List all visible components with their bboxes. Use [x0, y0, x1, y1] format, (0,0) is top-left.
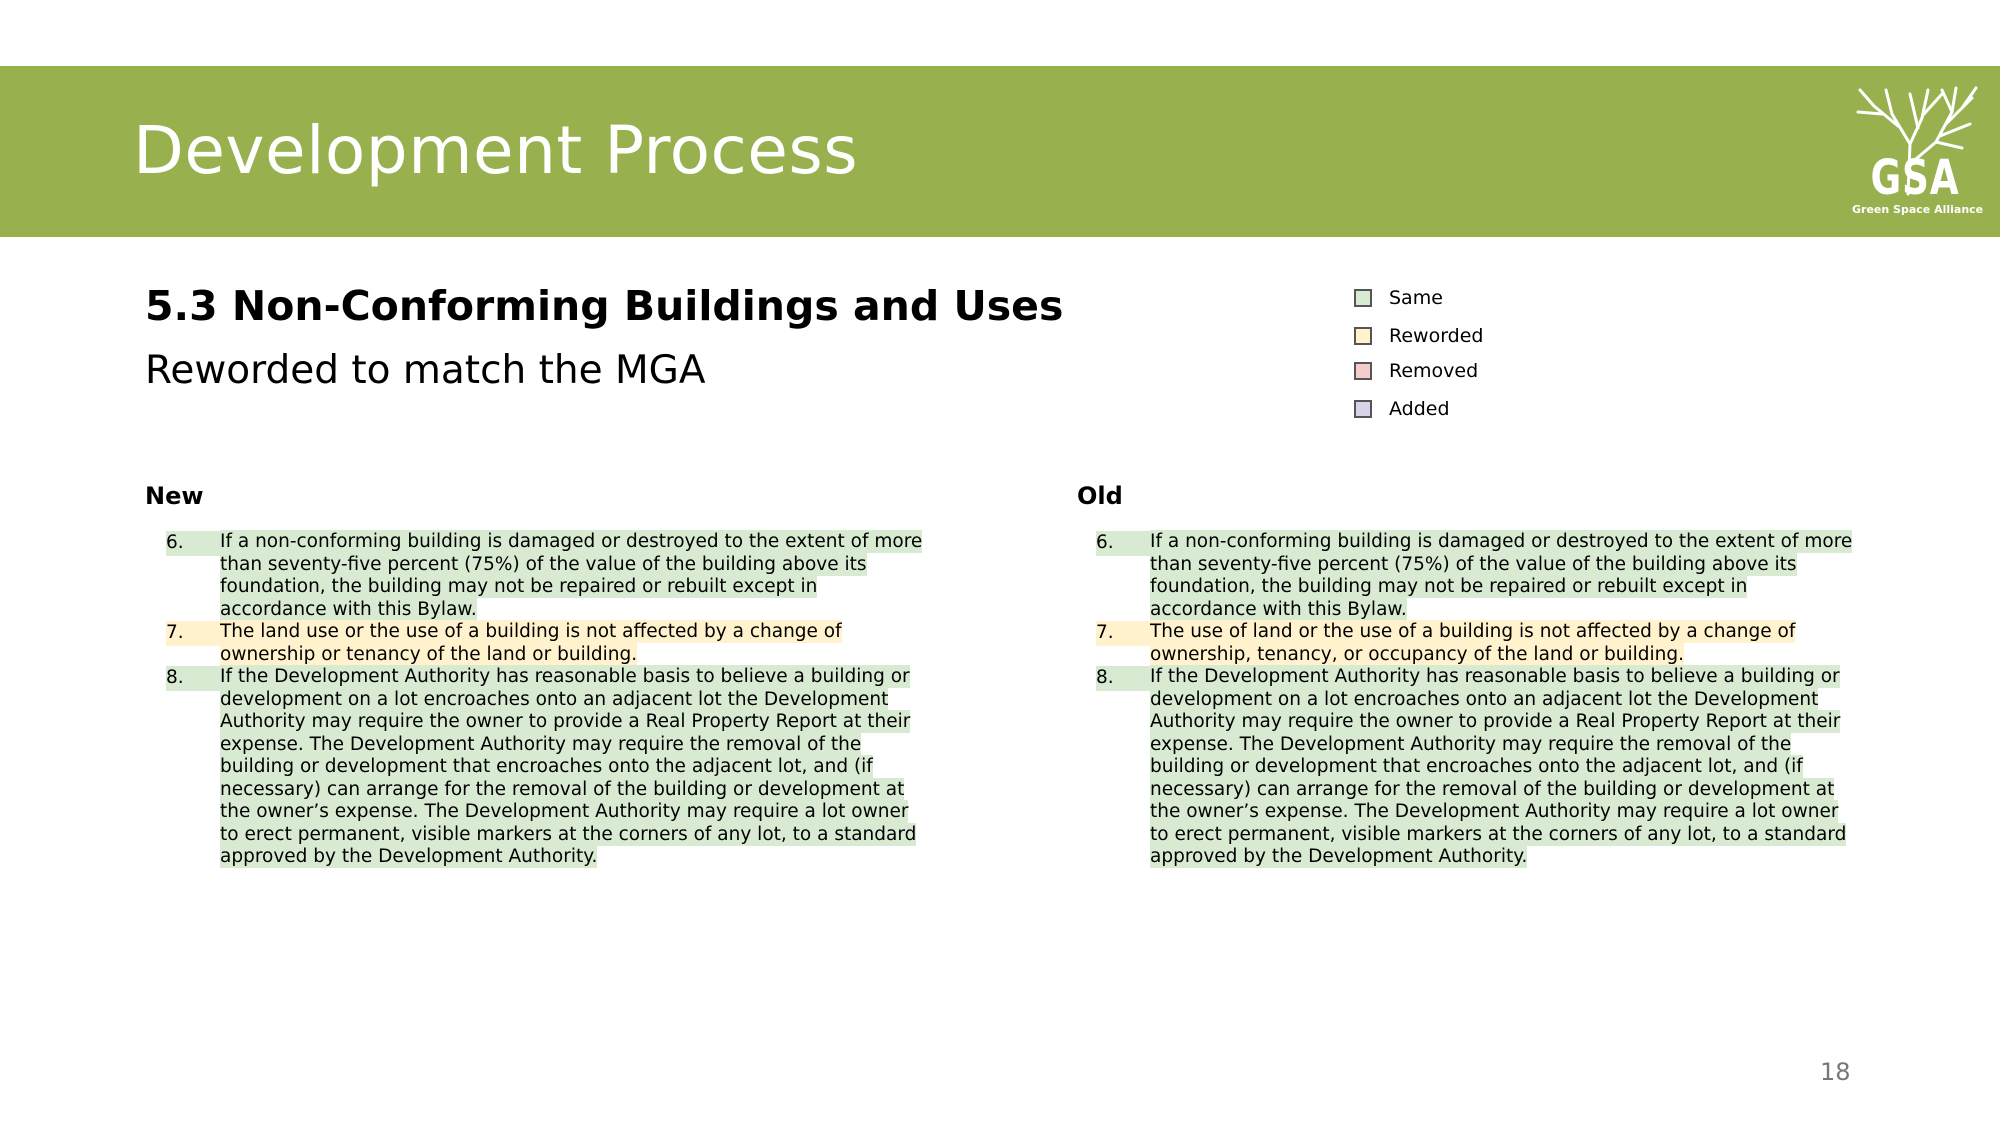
old-item-7	[1096, 621, 1856, 666]
item-text: The land use or the use of a building is not affected by a change of ownership or tenancy of the land or building.	[220, 621, 842, 665]
section-title: 5.3 Non-Conforming Buildings and Uses	[145, 282, 1064, 330]
old-column	[1096, 531, 1856, 869]
old-item-6	[1096, 531, 1856, 621]
section-subtitle: Reworded to match the MGA	[145, 348, 706, 393]
new-item-7	[166, 621, 926, 666]
logo-wordmark: GSA	[1870, 150, 1960, 206]
item-number: 8.	[1096, 666, 1150, 691]
item-text: If a non-conforming building is damaged or destroyed to the extent of more than seventy-five percent (75%) of the value of the building above its foundation, the building may not be repaired or rebuilt except in accordance with this Bylaw.	[220, 531, 923, 620]
legend-swatch	[1354, 327, 1372, 345]
legend-label: Same	[1389, 287, 1443, 309]
item-text: If the Development Authority has reasonable basis to believe a building or development on a lot encroaches onto an adjacent lot the Development Authority may require the owner to provide a Real Property Report at their expense. The Development Authority may require the removal of the building or development that encroaches onto the adjacent lot, and (if necessary) can arrange for the removal of the building or development at the owner’s expense. The Development Authority may require a lot owner to erect permanent, visible markers at the corners of any lot, to a standard approved by the Development Authority.	[220, 666, 917, 867]
legend-swatch	[1354, 362, 1372, 380]
legend-swatch	[1354, 289, 1372, 307]
legend-label: Removed	[1389, 360, 1479, 382]
new-column	[166, 531, 926, 869]
item-number: 8.	[166, 666, 220, 691]
logo-subtitle: Green Space Alliance	[1852, 203, 1984, 216]
item-number: 6.	[1096, 531, 1150, 556]
new-item-8	[166, 666, 926, 869]
new-column-heading: New	[145, 482, 204, 510]
new-item-6	[166, 531, 926, 621]
item-text: The use of land or the use of a building is not affected by a change of ownership, tenancy, or occupancy of the land or building.	[1150, 621, 1796, 665]
old-item-8	[1096, 666, 1856, 869]
page-number: 18	[1820, 1058, 1851, 1086]
item-number: 7.	[1096, 621, 1150, 646]
slide-title: Development Process	[133, 112, 859, 189]
item-number: 7.	[166, 621, 220, 646]
item-text: If a non-conforming building is damaged or destroyed to the extent of more than seventy-five percent (75%) of the value of the building above its foundation, the building may not be repaired or rebuilt except in accordance with this Bylaw.	[1150, 531, 1853, 620]
legend-label: Added	[1389, 398, 1450, 420]
legend-swatch	[1354, 400, 1372, 418]
item-number: 6.	[166, 531, 220, 556]
old-column-heading: Old	[1077, 482, 1123, 510]
item-text: If the Development Authority has reasonable basis to believe a building or development on a lot encroaches onto an adjacent lot the Development Authority may require the owner to provide a Real Property Report at their expense. The Development Authority may require the removal of the building or development that encroaches onto the adjacent lot, and (if necessary) can arrange for the removal of the building or development at the owner’s expense. The Development Authority may require a lot owner to erect permanent, visible markers at the corners of any lot, to a standard approved by the Development Authority.	[1150, 666, 1847, 867]
legend-label: Reworded	[1389, 325, 1484, 347]
